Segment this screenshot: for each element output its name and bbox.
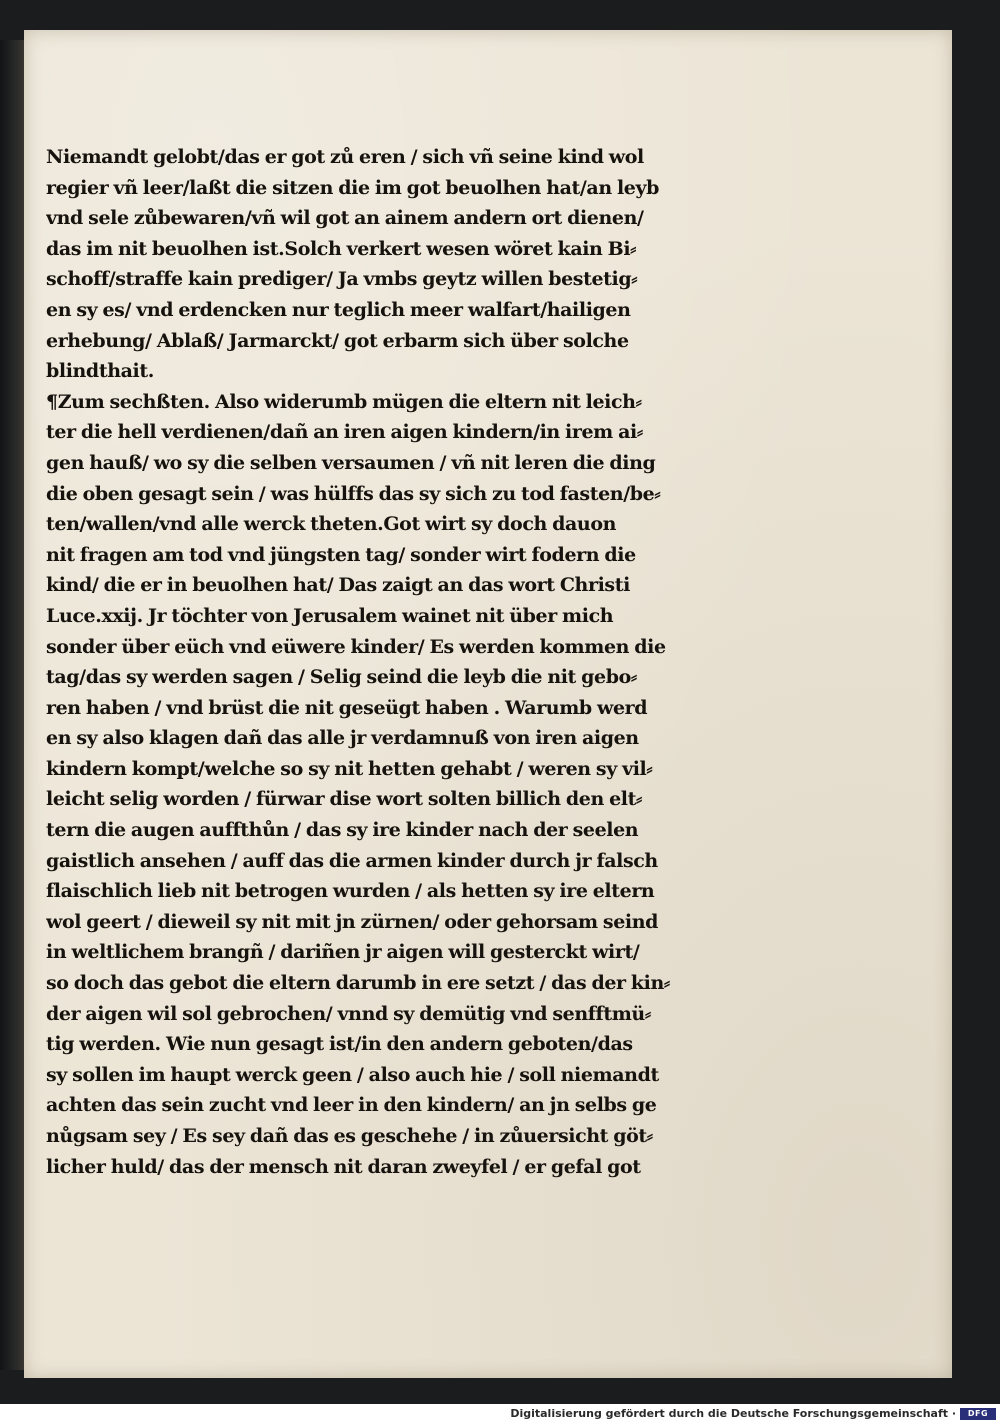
text-line: gen hauß/ wo sy die selben versaumen / vñ nit leren die ding	[46, 451, 656, 474]
dfg-logo: DFG	[960, 1408, 996, 1420]
text-line: regier vñ leer/laßt die sitzen die im got beuolhen hat/an leyb	[46, 176, 660, 199]
text-line: wol geert / dieweil sy nit mit jn zürnen/ oder gehorsam seind	[46, 910, 659, 933]
footer-bar	[0, 1404, 1000, 1424]
text-line: licher huld/ das der mensch nit daran zweyfel / er gefal got	[46, 1155, 641, 1178]
text-line: kind/ die er in beuolhen hat/ Das zaigt an das wort Christi	[46, 574, 630, 597]
text-line: vnd sele zůbewaren/vñ wil got an ainem andern ort dienen/	[46, 207, 644, 230]
text-line: en sy also klagen dañ das alle jr verdamnuß von iren aigen	[46, 727, 639, 750]
text-line: nit fragen am tod vnd jüngsten tag/ sonder wirt fodern die	[46, 543, 636, 566]
text-line: leicht selig worden / fürwar dise wort solten billich den elt⸗	[46, 788, 642, 811]
footer-credit: Digitalisierung gefördert durch die Deutsche Forschungsgemeinschaft ·	[510, 1407, 956, 1420]
text-line: in weltlichem brangñ / dariñen jr aigen will gesterckt wirt/	[46, 941, 640, 964]
text-line: Luce.xxij. Jr töchter von Jerusalem wainet nit über mich	[46, 604, 614, 627]
text-line: flaischlich lieb nit betrogen wurden / als hetten sy ire eltern	[46, 880, 655, 903]
text-line: das im nit beuolhen ist.Solch verkert wesen wöret kain Bi⸗	[46, 237, 637, 260]
text-line: sy sollen im haupt werck geen / also auch hie / soll niemandt	[46, 1063, 659, 1086]
text-line: tig werden. Wie nun gesagt ist/in den andern geboten/das	[46, 1033, 633, 1056]
text-line: schoff/straffe kain prediger/ Ja vmbs geytz willen bestetig⸗	[46, 268, 638, 291]
text-block	[46, 142, 766, 1182]
text-line: die oben gesagt sein / was hülffs das sy sich zu tod fasten/be⸗	[46, 482, 661, 505]
text-line: gaistlich ansehen / auff das die armen kinder durch jr falsch	[46, 849, 658, 872]
text-line: kindern kompt/welche so sy nit hetten gehabt / weren sy vil⸗	[46, 757, 653, 780]
text-line: ten/wallen/vnd alle werck theten.Got wirt sy doch dauon	[46, 513, 617, 536]
text-line: ter die hell verdienen/dañ an iren aigen kindern/in irem ai⸗	[46, 421, 643, 444]
text-line: Niemandt gelobt/das er got zů eren / sich vñ seine kind wol	[46, 146, 644, 168]
text-line: nůgsam sey / Es sey dañ das es geschehe / in zůuersicht göt⸗	[46, 1125, 653, 1147]
text-line: ren haben / vnd brüst die nit geseügt haben . Warumb werd	[46, 696, 648, 719]
book-page	[24, 30, 952, 1378]
text-line: en sy es/ vnd erdencken nur teglich meer walfart/hailigen	[46, 298, 631, 321]
text-line: sonder über eüch vnd eüwere kinder/ Es werden kommen die	[46, 635, 666, 658]
text-line: der aigen wil sol gebrochen/ vnnd sy demütig vnd senfftmü⸗	[46, 1002, 651, 1025]
text-line: blindthait.	[46, 360, 154, 383]
text-line: tag/das sy werden sagen / Selig seind die leyb die nit gebo⸗	[46, 666, 637, 689]
text-line: tern die augen auffthůn / das sy ire kinder nach der seelen	[46, 819, 639, 842]
book-edge	[0, 40, 24, 1370]
text-line: so doch das gebot die eltern darumb in ere setzt / das der kin⸗	[46, 972, 670, 995]
text-line: erhebung/ Ablaß/ Jarmarckt/ got erbarm sich über solche	[46, 329, 629, 352]
text-line: ¶Zum sechßten. Also widerumb mügen die eltern nit leich⸗	[46, 390, 642, 413]
text-line: achten das sein zucht vnd leer in den kindern/ an jn selbs ge	[46, 1094, 657, 1117]
